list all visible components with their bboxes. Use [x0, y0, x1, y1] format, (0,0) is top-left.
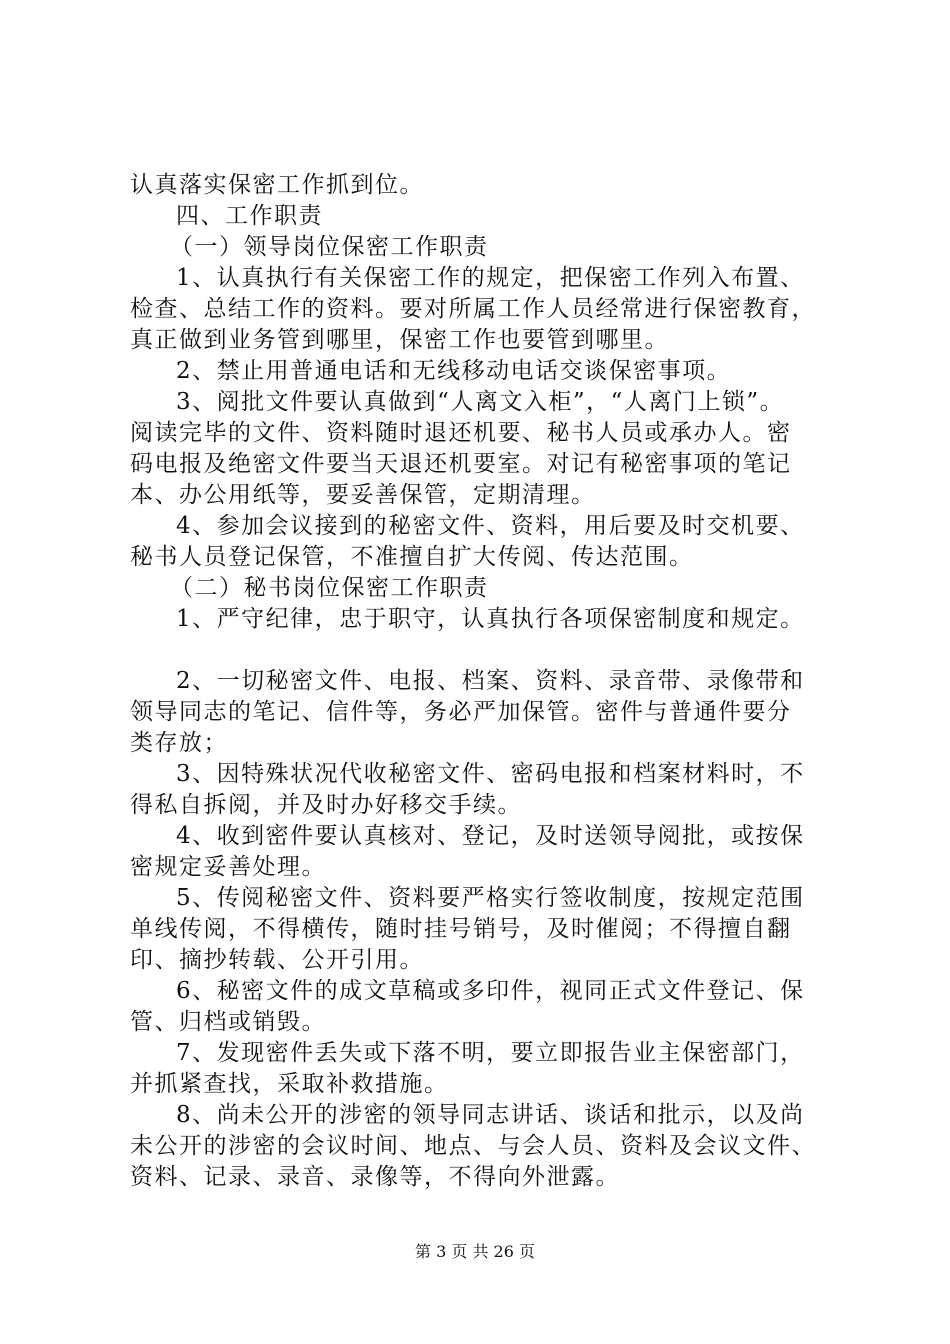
paragraph-line: 密规定妥善处理。	[130, 854, 326, 880]
paragraph-line: 管、归档或销毁。	[130, 1009, 326, 1035]
paragraph-line: 阅读完毕的文件、资料随时退还机要、秘书人员或承办人。密	[130, 420, 792, 446]
paragraph-line: 1、严守纪律，忠于职守，认真执行各项保密制度和规定。	[176, 606, 805, 632]
paragraph-line: 5、传阅秘密文件、资料要严格实行签收制度，按规定范围	[176, 885, 805, 911]
document-body	[130, 170, 830, 1193]
paragraph-line: 6、秘密文件的成文草稿或多印件，视同正式文件登记、保	[176, 978, 805, 1004]
paragraph-line: 3、因特殊状况代收秘密文件、密码电报和档案材料时，不	[176, 761, 805, 787]
paragraph-line: 认真落实保密工作抓到位。	[130, 172, 424, 198]
paragraph-line: 4、收到密件要认真核对、登记，及时送领导阅批，或按保	[176, 823, 805, 849]
paragraph-line: 秘书人员登记保管，不准擅自扩大传阅、传达范围。	[130, 544, 694, 570]
paragraph-line: 7、发现密件丢失或下落不明，要立即报告业主保密部门，	[176, 1040, 805, 1066]
paragraph-line: 本、办公用纸等，要妥善保管，定期清理。	[130, 482, 596, 508]
paragraph-line: 资料、记录、录音、录像等，不得向外泄露。	[130, 1164, 620, 1190]
paragraph-line: 印、摘抄转载、公开引用。	[130, 947, 424, 973]
paragraph-line: 3、阅批文件要认真做到“人离文入柜”，“人离门上锁”。	[176, 389, 785, 415]
paragraph-line: 真正做到业务管到哪里，保密工作也要管到哪里。	[130, 327, 669, 353]
paragraph-line: 并抓紧查找，采取补救措施。	[130, 1071, 449, 1097]
blank-line	[130, 635, 830, 666]
paragraph-line: 1、认真执行有关保密工作的规定，把保密工作列入布置、	[176, 265, 805, 291]
paragraph-line: 得私自拆阅，并及时办好移交手续。	[130, 792, 522, 818]
subsection-heading: （二）秘书岗位保密工作职责	[170, 575, 489, 601]
paragraph-line: 码电报及绝密文件要当天退还机要室。对记有秘密事项的笔记	[130, 451, 792, 477]
paragraph-line: 单线传阅，不得横传，随时挂号销号，及时催阅；不得擅自翻	[130, 916, 792, 942]
paragraph-line: 领导同志的笔记、信件等，务必严加保管。密件与普通件要分	[130, 699, 792, 725]
paragraph-line: 未公开的涉密的会议时间、地点、与会人员、资料及会议文件、	[130, 1133, 816, 1159]
paragraph-line: 类存放；	[130, 730, 228, 756]
paragraph-line: 检查、总结工作的资料。要对所属工作人员经常进行保密教育，	[130, 296, 816, 322]
paragraph-line: 4、参加会议接到的秘密文件、资料，用后要及时交机要、	[176, 513, 805, 539]
paragraph-line: 2、禁止用普通电话和无线移动电话交谈保密事项。	[176, 358, 732, 384]
paragraph-line: 8、尚未公开的涉密的领导同志讲话、谈话和批示，以及尚	[176, 1102, 805, 1128]
paragraph-line: 2、一切秘密文件、电报、档案、资料、录音带、录像带和	[176, 668, 805, 694]
subsection-heading: （一）领导岗位保密工作职责	[170, 234, 489, 260]
page-number-footer: 第 3 页 共 26 页	[415, 1242, 535, 1261]
section-heading: 四、工作职责	[176, 203, 323, 229]
